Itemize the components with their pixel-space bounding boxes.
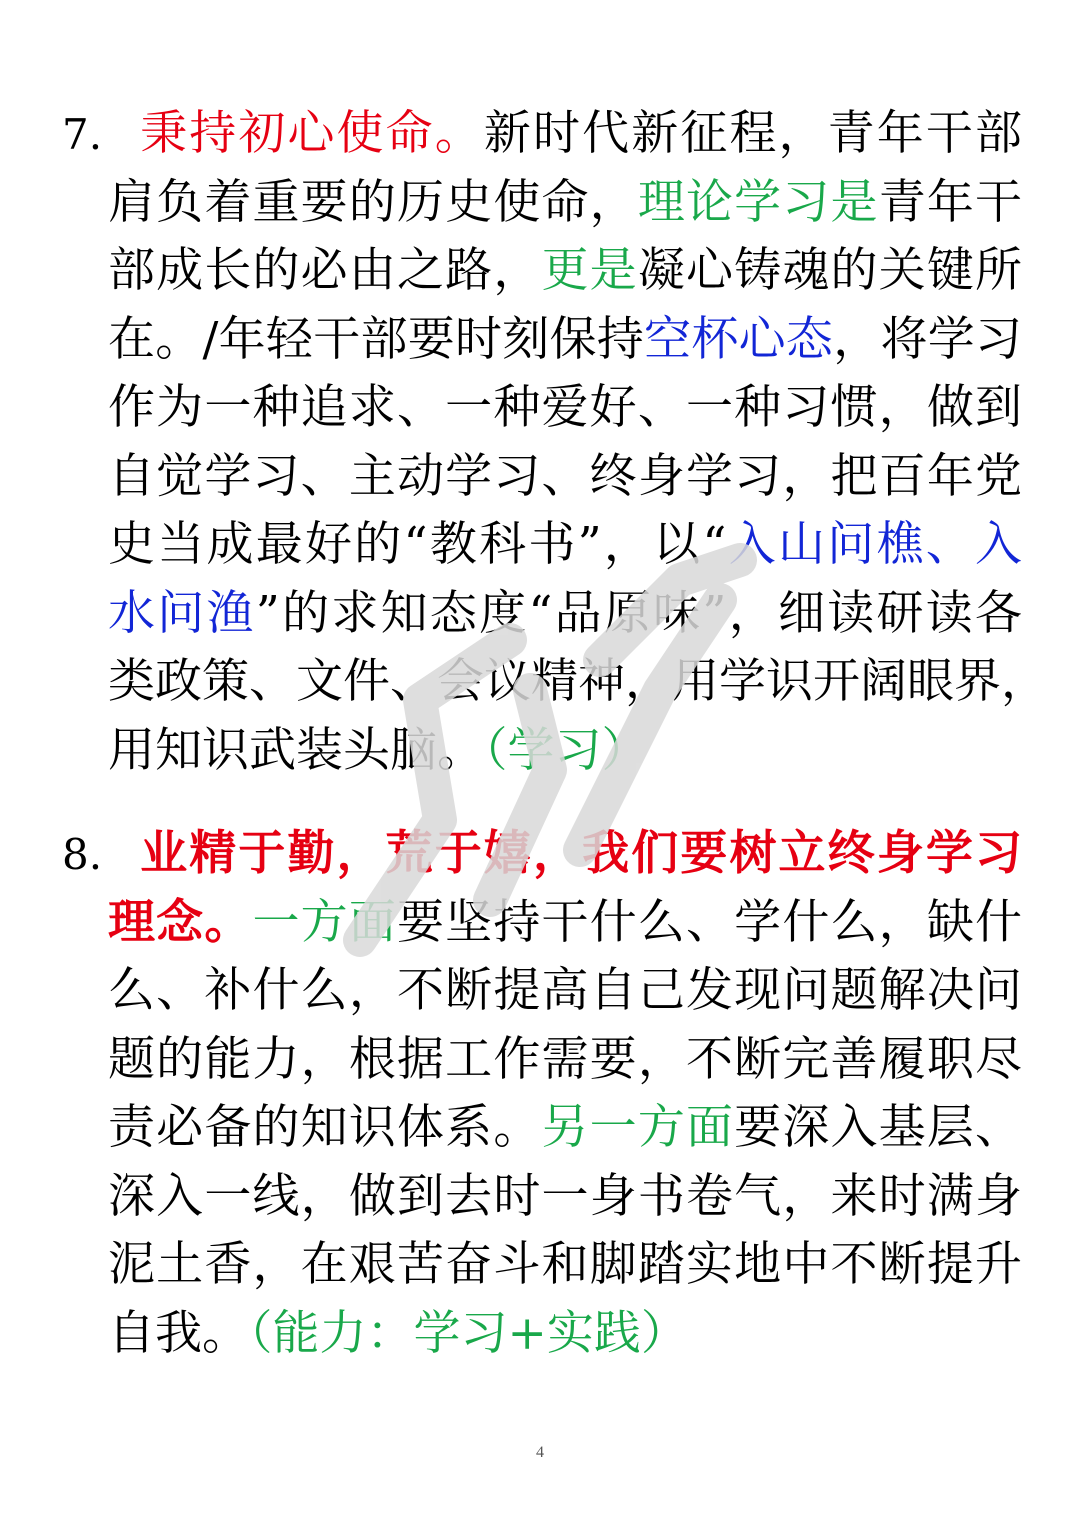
text-line <box>62 1094 1022 1163</box>
text-segment: 新时代新征程，青年干部 <box>483 106 1023 161</box>
item-number: 7. <box>62 110 103 159</box>
list-item-7 <box>62 100 1048 785</box>
text-segment: 深入一线，做到去时一身书卷气，来时满身 <box>108 1168 1022 1224</box>
text-segment: 部成长的必由之路， <box>108 243 542 298</box>
text-segment: ，将学习 <box>833 311 1023 367</box>
item-number: 8. <box>62 830 103 879</box>
text-segment: 空杯心态 <box>644 311 834 367</box>
text-line <box>62 237 1022 306</box>
text-segment: ”的求知态度“品原味”，细读研读各 <box>255 585 1022 641</box>
list-item-8 <box>62 820 1022 1368</box>
text-segment: 在。/年轻干部要时刻保持 <box>108 311 645 367</box>
text-segment: 自觉学习、主动学习、终身学习，把百年党 <box>108 448 1022 504</box>
text-line <box>62 374 1022 443</box>
text-segment: 一方面 <box>252 894 397 950</box>
text-segment: 么、补什么，不断提高自己发现问题解决问 <box>108 963 1022 1018</box>
text-line <box>62 648 1048 717</box>
text-segment: 史当成最好的“教科书”，以“ <box>108 517 727 572</box>
text-line <box>62 889 1022 958</box>
text-segment: 要深入基层、 <box>734 1100 1023 1155</box>
text-segment: 自我。 <box>108 1305 249 1361</box>
text-segment: 题的能力，根据工作需要，不断完善履职尽 <box>108 1031 1022 1087</box>
text-segment: 责必备的知识体系。 <box>108 1100 542 1155</box>
text-segment: 理念。 <box>108 894 253 950</box>
text-line <box>62 1300 1022 1369</box>
text-segment: （学习） <box>484 722 649 778</box>
text-line <box>62 1026 1022 1095</box>
page-number: 4 <box>536 1444 544 1461</box>
text-segment: 青年干 <box>878 174 1023 230</box>
text-line <box>62 820 1022 889</box>
text-line <box>62 1163 1022 1232</box>
text-segment: 理论学习是 <box>637 174 879 230</box>
text-segment: 泥土香，在艰苦奋斗和脚踏实地中不断提升 <box>108 1237 1022 1292</box>
text-segment: 肩负着重要的历史使命， <box>108 174 638 230</box>
text-segment: 用知识武装头脑。 <box>108 722 484 778</box>
text-segment: 要坚持干什么、学什么，缺什 <box>397 894 1022 950</box>
text-line <box>62 1231 1022 1300</box>
text-segment: 凝心铸魂的关键所 <box>637 243 1023 298</box>
text-line <box>62 580 1022 649</box>
text-line <box>62 169 1022 238</box>
text-line <box>62 306 1022 375</box>
text-line <box>62 957 1022 1026</box>
text-segment: 入山问樵、入 <box>726 517 1023 572</box>
text-segment: （能力：学习+实践） <box>249 1305 688 1361</box>
text-segment: 类政策、文件、会议精神，用学识开阔眼界， <box>108 654 1048 709</box>
text-segment: 业精于勤，荒于嬉，我们要树立终身学习 <box>138 826 1022 881</box>
text-segment: 作为一种追求、一种爱好、一种习惯，做到 <box>108 380 1022 435</box>
text-line <box>62 443 1022 512</box>
text-line <box>62 100 1022 169</box>
text-segment: 水问渔 <box>108 585 256 641</box>
text-line <box>62 511 1022 580</box>
text-line <box>62 717 1022 786</box>
text-segment: 更是 <box>541 243 638 298</box>
text-segment: 另一方面 <box>541 1100 735 1155</box>
text-segment: 秉持初心使命。 <box>138 106 484 161</box>
